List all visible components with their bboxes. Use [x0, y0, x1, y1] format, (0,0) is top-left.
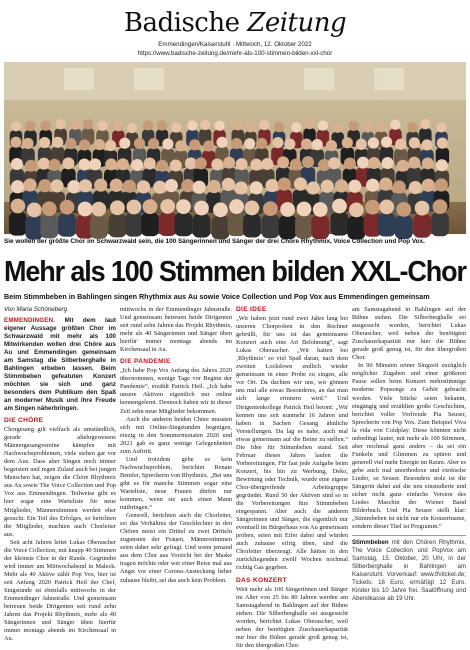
choir-member-head — [274, 122, 284, 132]
choir-member-body — [311, 215, 329, 239]
choir-member-head — [50, 179, 63, 192]
choir-member-head — [119, 138, 130, 149]
article-column-4 — [352, 306, 466, 602]
choir-member-head — [280, 202, 295, 217]
choir-member-head — [156, 160, 168, 172]
choir-member-head — [307, 181, 320, 194]
paragraph-choere-2-cont: mittwochs in der Emmendinger Jahnstraße. Und gemeinsam betreuen beide Dirigenten seit rund zehn Jahren das Projekt Rhythmix, mehr als 40 Sängerinnen und Sänger üben hierfür immer montags abends im Kirchensaal in Au. — [120, 306, 232, 354]
choir-member-head — [236, 158, 248, 170]
choir-member-head — [365, 200, 380, 215]
choir-member-head — [408, 157, 420, 169]
article-column-3 — [236, 306, 348, 649]
choir-member-head — [312, 139, 323, 150]
paragraph-konzert-1: Weit mehr als 100 Sängerinnen und Sänger im Alter von 25 bis 80 Jahren werden am Samstagabend in Bahlingen auf der Bühne stehen. Die Silberberghalle sei ausgesucht worden, berichtet Lukas Oberascher, weil neben der benötigten Zuschauerkapazität nur hier die Bühne gerade groß genug ist, für den übergroßen Chor. — [236, 585, 348, 649]
choir-photo-illustration — [4, 62, 466, 234]
choir-member-head — [250, 181, 263, 194]
choir-member-head — [344, 157, 356, 169]
choir-member-head — [187, 120, 197, 130]
choir-member-head — [83, 119, 93, 129]
dateline-kicker: EMMENDINGEN. — [4, 317, 56, 325]
choir-member-head — [127, 123, 137, 133]
choir-member-head — [348, 180, 361, 193]
info-box-divider — [352, 535, 466, 536]
choir-member-head — [302, 156, 314, 168]
choir-member-head — [131, 159, 143, 171]
choir-member-head — [407, 122, 417, 132]
choir-member-head — [94, 179, 107, 192]
choir-member-head — [437, 138, 448, 149]
lead-text: Mit dem laut eigener Aussage größten Chor im Schwarzwald mit mehr als 100 Mitwirkenden wollen drei Chöre aus Au und Emmendingen gemeinsam am Samstag die Silberberghalle in Bahlingen erbeben lassen. Beim Stimmbeben gefeatuten Konzert möchten sie sich und ganz besonders dem Publikum den Spaß an moderner Musik und ihre Freude am Singen näherbringen. — [4, 317, 116, 413]
paragraph-choere-2: Seit acht Jahren leitet Lukas Oberascher die Voice Collection, mit knapp 40 Stimmen der kleinste Chor in der Runde. Gegründet wird immer am Mittwochabend in Maleck. Mehr als 40 Aktive zählt Pop Vox, hier ist seit Anfang 2020 Patrick Heil der Chef, Singstunde ist ebenfalls mittwochs in der Emmendinger Jahnstraße. Und gemeinsam betreuen beide Dirigenten seit rund zehn Jahren das Projekt Rhythmix, mehr als 40 Sängerinnen und Sänger üben hierfür immer montags abends im Kirchensaal in Au. — [4, 538, 116, 643]
choir-member-head — [259, 120, 269, 130]
choir-member-head — [222, 178, 235, 191]
choir-member-head — [189, 139, 200, 150]
choir-member-head — [194, 201, 209, 216]
choir-member-head — [321, 180, 334, 193]
choir-member-head — [342, 137, 353, 148]
choir-member-head — [422, 157, 434, 169]
choir-member-head — [363, 122, 373, 132]
paragraph-pandemie-3: Und trotzdem gebe es kein Nachwuchsproblem, berichtet Renate Benifer, Sprecherin von Rhythmix. „Bei uns gibt es für manche Stimmen sogar eine Warteliste, neue Frauen dürfen nur kommen, wenn sie auch einen Mann mitbringen.“ — [120, 455, 232, 512]
choir-member-head — [27, 203, 42, 218]
choir-member-body — [40, 215, 58, 239]
choir-member-head — [348, 121, 358, 131]
choir-member-head — [176, 199, 191, 214]
choir-member-head — [332, 199, 347, 214]
choir-member-head — [195, 157, 207, 169]
choir-member-head — [160, 199, 175, 214]
choir-member-head — [368, 157, 380, 169]
choir-member-head — [134, 138, 145, 149]
choir-member-head — [297, 202, 312, 217]
choir-member-head — [148, 138, 159, 149]
choir-member-head — [193, 181, 206, 194]
logo-part-1: Badische — [123, 8, 240, 38]
choir-member-head — [368, 137, 379, 148]
choir-member-head — [318, 159, 330, 171]
choir-member-head — [333, 123, 343, 133]
choir-member-head — [357, 157, 369, 169]
choir-member-head — [223, 157, 235, 169]
choir-member-head — [313, 202, 328, 217]
choir-member-body — [125, 213, 143, 237]
choir-member-head — [278, 177, 291, 190]
masthead — [0, 8, 470, 38]
choir-member-head — [214, 120, 224, 130]
choir-member-body — [9, 212, 27, 236]
choir-member-body — [347, 216, 365, 240]
article-subheadline: Beim Stimmbeben in Bahlingen singen Rhythmix aus Au sowie Voice Collection und Pop Vox aus Emmendingen gemeinsam — [4, 292, 430, 301]
choir-member-head — [91, 202, 106, 217]
choir-member-head — [211, 158, 223, 170]
choir-member-head — [40, 120, 50, 130]
choir-member-head — [157, 120, 167, 130]
choir-member-head — [379, 199, 394, 214]
choir-member-head — [123, 180, 136, 193]
section-title-choere: DIE CHÖRE — [4, 417, 44, 425]
choir-member-head — [10, 137, 21, 148]
choir-member-head — [11, 158, 23, 170]
choir-member-head — [420, 119, 430, 129]
choir-member-head — [165, 179, 178, 192]
choir-member-head — [244, 138, 255, 149]
choir-member-head — [304, 119, 314, 129]
section-title-konzert: DAS KONZERT — [236, 576, 287, 584]
article-column-1 — [4, 306, 116, 643]
choir-member-head — [89, 158, 101, 170]
event-info-text: mit den Chören Rhythmix, The Voice Collection und PopVox am Samstag, 15. Oktober, 20 Uhr, in der Silberberghalle in Bahlingen am Kaiserstuhl. Vorverkauf: www.tfvticket.de; Tickets: 16 Euro, ermäßigt 12 Euro. Kinder bis 10 Jahre frei. Saalöffnung und Abendkasse ab 19 Uhr. — [352, 539, 466, 603]
choir-member-head — [143, 120, 153, 130]
paragraph-idee-1: „Wir haben jetzt rund zwei Jahre lang bei unseren Chorproben in den Rechner gebrüllt, für uns ist das gemeinsame Konzert auch eine Art Belohnung“, sagt Lukas Oberascher. „Wir hatten bei ‚Rhythmix‘ so viel Spaß daran, nach dem zweiten Lockdown endlich wieder gemeinsam in einer Probe zu singen, alle vor Ort. Da dachten wir uns, wir gönnen uns mal alle etwas Besonderes, an das man sich lange erinnern wird.“ Und Dirigentenkollege Patrick Heil betont: „Wir kennen uns seit nunmehr 16 Jahren und haben in Sachen Gesang ähnliche Vorstellungen. Da lag es nahe, auch mal etwas gemeinsam auf die Beine zu stellen.“ Die Idee für Stimmbeben stand. Seit Februar dieses Jahres laufen die Vorbereitungen. Für fast jede Aufgabe beim Konzert, bis hin zu Werbung, Deko, Bewirtung oder Technik, wurde eine eigene Chor-übergreifende Arbeitsgruppe gegründet. Rund 50 der Aktiven sind so in die Vorbereitungen fürs Stimmbeben eingespannt. Aber auch die anderen Sängerinnen und Sänger, die eigentlich nur eventuell im Bürgerhaus von Au gemeinsam proben, seien mit Eifer dabei und würden auch zuhause eifrig üben, sind die Chorleiter überzeugt. Alle hätten in den zurückliegenden zwölf Wochen nochmal richtig Gas gegeben. — [236, 315, 348, 572]
choir-member-body — [295, 215, 313, 239]
article-headline: Mehr als 100 Stimmen bilden XXL-Chor — [4, 256, 466, 288]
choir-member-head — [290, 159, 302, 171]
choir-member-head — [409, 137, 420, 148]
choir-member-head — [250, 159, 262, 171]
choir-member-head — [200, 120, 210, 130]
choir-member-head — [162, 138, 173, 149]
choir-member-head — [263, 201, 278, 216]
choir-member-head — [79, 179, 92, 192]
choir-member-head — [435, 178, 448, 191]
choir-member-body — [159, 212, 177, 236]
choir-photo — [4, 62, 466, 234]
choir-member-head — [117, 158, 129, 170]
choir-member-head — [318, 120, 328, 130]
photo-caption: Sie wollen der größte Chor im Schwarzwald sein, die 100 Sängerinnen und Sänger der drei Chöre Rhythmix, Voice Collection und Pop Vox. — [4, 238, 425, 245]
choir-member-head — [415, 201, 430, 216]
choir-member-head — [105, 140, 116, 151]
choir-member-head — [38, 158, 50, 170]
choir-member-head — [396, 202, 411, 217]
paragraph-konzert-2: In 90 Minuten reiner Singzeit zuzüglich möglicher Zugaben und einer größeren Pause sollen beim Konzert mehrstimmige moderne Popsongs zu Gehör gebracht werden. Viele Stücke seien bekannt, eingängig und erzählten große Geschichten, berichtet voller Vorfreude Pia Seuser, Sprecherin von Pop Vox. Zum Beispiel Viva la vida von Coldplay. Diese könnten nicht unbedingt lauter, mit mehr als 100 Stimmen, aber nochmal ganz anders – da sei ein Funkeln und Glimmen zu spüren und generell viel mehr Energie im Raum. Aber es gebe auch mal unorthodoxe und exotische Lieder, so Seuser. Besonders stolz ist die Sängerin dabei auf die neu einstudierte und sicher nicht ganz einfache Version des Liedes Maschin der Wiener Band Bilderbuch. Und Pia Seuser stellt klar: „Stimmbeben ist nicht nur ein Konzertname, sondern dieser Titel ist Programm.“ — [352, 362, 466, 531]
choir-member-head — [335, 179, 348, 192]
choir-member-head — [94, 139, 105, 150]
choir-member-head — [356, 139, 367, 150]
choir-member-head — [170, 159, 182, 171]
choir-member-head — [79, 139, 90, 150]
choir-member-head — [175, 140, 186, 151]
choir-member-head — [261, 158, 273, 170]
choir-member-body — [431, 213, 449, 237]
choir-member-head — [349, 203, 364, 218]
choir-member-body — [193, 214, 211, 238]
choir-member-body — [395, 215, 413, 239]
choir-member-head — [366, 179, 379, 192]
section-title-pandemie: DIE PANDEMIE — [120, 358, 171, 366]
choir-member-head — [256, 138, 267, 149]
choir-member-head — [55, 119, 65, 129]
choir-member-head — [10, 199, 25, 214]
lead-paragraph — [4, 317, 116, 413]
choir-member-body — [109, 214, 127, 238]
author-byline: Von Maria Schöneberg — [4, 306, 68, 313]
paragraph-pandemie-2: Auch die anderen beiden Chöre mussten sich mit Online-Singstunden begnügen, einzig in den Sommermonaten 2020 und 2021 gab es ganz wenige Gelegenheiten zum Auftritt. — [120, 415, 232, 455]
choir-member-head — [42, 201, 57, 216]
choir-member-head — [376, 122, 386, 132]
edition-meta — [0, 41, 470, 58]
choir-member-head — [127, 200, 142, 215]
edition-date-line: Emmendingen/Kaiserstuhl · Mittwoch, 12. Oktober 2022 — [158, 41, 312, 48]
choir-member-head — [397, 160, 409, 172]
choir-member-head — [229, 199, 244, 214]
choir-member-head — [213, 202, 228, 217]
choir-member-body — [331, 212, 349, 236]
choir-member-body — [262, 215, 280, 239]
choir-member-body — [90, 215, 108, 239]
choir-member-head — [395, 139, 406, 150]
choir-member-head — [113, 121, 123, 131]
choir-member-head — [422, 179, 435, 192]
choir-member-head — [22, 138, 33, 149]
choir-member-head — [421, 139, 432, 150]
paragraph-pandemie-1: „Ich habe Pop Vox Anfang des Jahres 2020 übernommen, wenige Tage vor Beginn der Pandemie“, erzählt Patrick Heil. „Ich habe unsere Aktiven eigentlich nur online kennengelernt. Dennoch haben wir in dieser Zeit zehn neue Mitglieder bekommen. — [120, 367, 232, 415]
choir-member-head — [390, 119, 400, 129]
choir-member-head — [409, 181, 422, 194]
choir-member-head — [181, 179, 194, 192]
choir-member-head — [381, 137, 392, 148]
choir-member-body — [378, 213, 396, 237]
choir-member-head — [110, 179, 123, 192]
choir-member-head — [49, 159, 61, 171]
choir-member-body — [141, 213, 159, 237]
choir-member-head — [97, 121, 107, 131]
choir-member-head — [277, 156, 289, 168]
choir-member-head — [326, 140, 337, 151]
logo-part-2: Zeitung — [247, 8, 347, 38]
source-url[interactable]: https://www.badische-zeitung.de/mehr-als-100-stimmen-bilden-xxl-chor — [137, 49, 333, 57]
choir-member-head — [52, 137, 63, 148]
choir-member-body — [413, 214, 431, 238]
choir-member-head — [171, 122, 181, 132]
choir-member-head — [11, 121, 21, 131]
choir-member-head — [245, 201, 260, 216]
choir-member-head — [433, 199, 448, 214]
choir-member-head — [207, 180, 220, 193]
choir-member-head — [62, 157, 74, 169]
choir-member-head — [143, 199, 158, 214]
choir-member-head — [110, 200, 125, 215]
choir-member-head — [216, 137, 227, 148]
choir-member-head — [67, 180, 80, 193]
choir-member-body — [228, 213, 246, 237]
choir-member-head — [38, 179, 51, 192]
choir-member-head — [294, 177, 307, 190]
choir-member-head — [25, 160, 37, 172]
paragraph-konzert-1-cont: am Samstagabend in Bahlingen auf der Bühne stehen. Die Silberberghalle sei ausgesucht worden, berichtet Lukas Oberascher, weil neben der benötigten Zuschauerkapazität nur hier die Bühne gerade groß genug ist, für den übergroßen Chor. — [352, 306, 466, 362]
choir-member-head — [393, 180, 406, 193]
choir-member-body — [212, 216, 230, 240]
choir-member-head — [11, 180, 24, 193]
choir-member-head — [25, 121, 35, 131]
choir-member-body — [58, 213, 76, 237]
choir-member-head — [23, 178, 36, 191]
paragraph-choere-1: Chorgesang gilt vielfach als umständlich, gerade altehrgewesene Männergesangvereine kämpfen mit Nachwuchsproblemen, viele stehen gar vor dem Aus. Dass aber Singen noch immer begeistert und regen Zulauf auch bei jungen Menschen hat, zeigen die Chöre Rhythmix aus Au sowie The Voice Collection und Pop Vox aus Emmendingen. Teilweise gibt es hier sogar eine Warteliste für neue Mitglieder, Männerstimmen werden eher gesucht. Ein Teil des Erfolges, so berichten die Mitglieder, machten auch Chorleiter aus. — [4, 426, 116, 538]
choir-member-head — [284, 139, 295, 150]
choir-member-head — [233, 120, 243, 130]
choir-member-head — [60, 200, 75, 215]
choir-member-head — [70, 119, 80, 129]
choir-member-head — [235, 181, 248, 194]
choir-member-head — [78, 202, 93, 217]
choir-member-head — [291, 122, 301, 132]
choir-member-head — [65, 138, 76, 149]
choir-member-head — [78, 158, 90, 170]
choir-member-head — [272, 137, 283, 148]
choir-member-head — [245, 122, 255, 132]
choir-member-head — [105, 158, 117, 170]
choir-member-head — [265, 179, 278, 192]
choir-member-head — [301, 138, 312, 149]
article-column-2 — [120, 306, 232, 602]
choir-member-head — [382, 157, 394, 169]
choir-member-head — [379, 177, 392, 190]
section-title-idee: DIE IDEE — [236, 306, 267, 313]
event-info-box — [352, 539, 466, 603]
choir-member-body — [243, 214, 261, 238]
choir-member-head — [328, 157, 340, 169]
choir-member-head — [203, 140, 214, 151]
choir-member-body — [175, 213, 193, 237]
choir-member-body — [279, 215, 297, 239]
choir-member-head — [153, 181, 166, 194]
choir-member-head — [144, 158, 156, 170]
event-info-label: Stimmbeben — [352, 539, 389, 547]
paragraph-pandemie-4: Generell, berichten auch die Chorleiter, sei das Verhältnis der Geschlechter in den Chören meist ein Drittel zu zwei Dritteln zugunsten der Frauen, Männerstimmen seien daher sehr gefragt. Und wenn jemand aus dem Chor aus Vorsicht bei der Maske tragen möchte oder wer einer Reise mal aus Angst vor einer Corona-Ansteckung lieber zuhause bleibt, sei das auch kein Problem. — [120, 512, 232, 584]
newspaper-logo[interactable] — [124, 8, 346, 38]
choir-member-head — [39, 137, 50, 148]
choir-member-head — [436, 122, 446, 132]
choir-member-head — [436, 159, 448, 171]
choir-member-head — [231, 138, 242, 149]
choir-member-head — [137, 180, 150, 193]
